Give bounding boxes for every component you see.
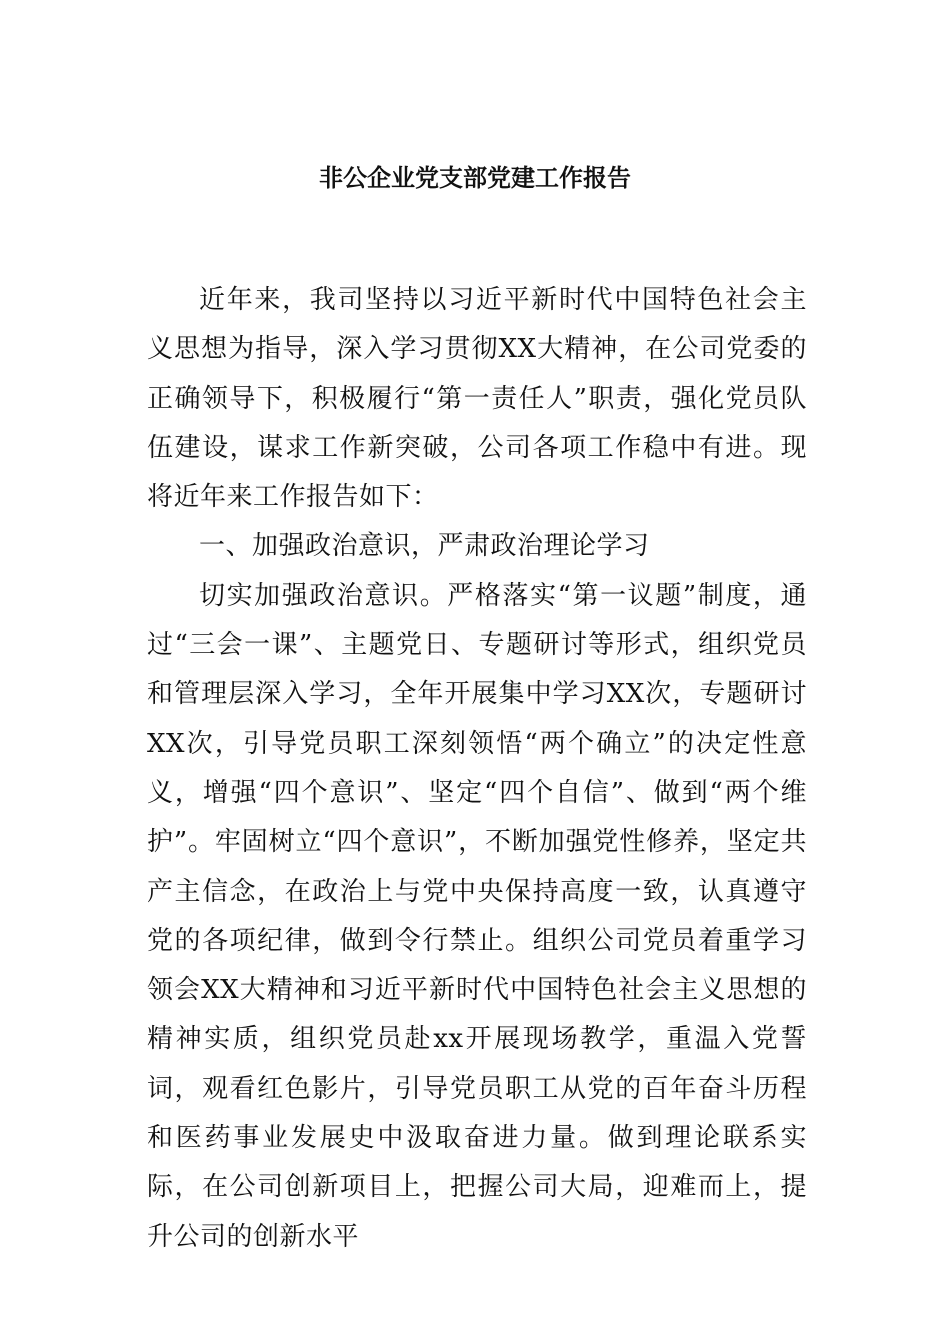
paragraph-section-1: 切实加强政治意识。严格落实“第一议题”制度，通过“三会一课”、主题党日、专题研讨等形式，组织党员和管理层深入学习，全年开展集中学习XX次，专题研讨XX次，引导党员职工深刻领悟“两个确立”的决定性意义，增强“四个意识”、坚定“四个自信”、做到“两个维护”。牢固树立“四个意识”，不断加强党性修养，坚定共产主信念，在政治上与党中央保持高度一致，认真遵守党的各项纪律，做到令行禁止。组织公司党员着重学习领会XX大精神和习近平新时代中国特色社会主义思想的精神实质，组织党员赴xx开展现场教学，重温入党誓词，观看红色影片，引导党员职工从党的百年奋斗历程和医药事业发展史中汲取奋进力量。做到理论联系实际，在公司创新项目上，把握公司大局，迎难而上，提升公司的创新水平 xyxy=(147,580,807,1252)
section-heading-1: 一、加强政治意识，严肃政治理论学习 xyxy=(199,531,650,562)
document-body xyxy=(147,276,807,1262)
paragraph-intro: 近年来，我司坚持以习近平新时代中国特色社会主义思想为指导，深入学习贯彻XX大精神，在公司党委的正确领导下，积极履行“第一责任人”职责，强化党员队伍建设，谋求工作新突破，公司各项工作稳中有进。现将近年来工作报告如下： xyxy=(147,285,807,513)
document-title: 非公企业党支部党建工作报告 xyxy=(319,163,631,192)
